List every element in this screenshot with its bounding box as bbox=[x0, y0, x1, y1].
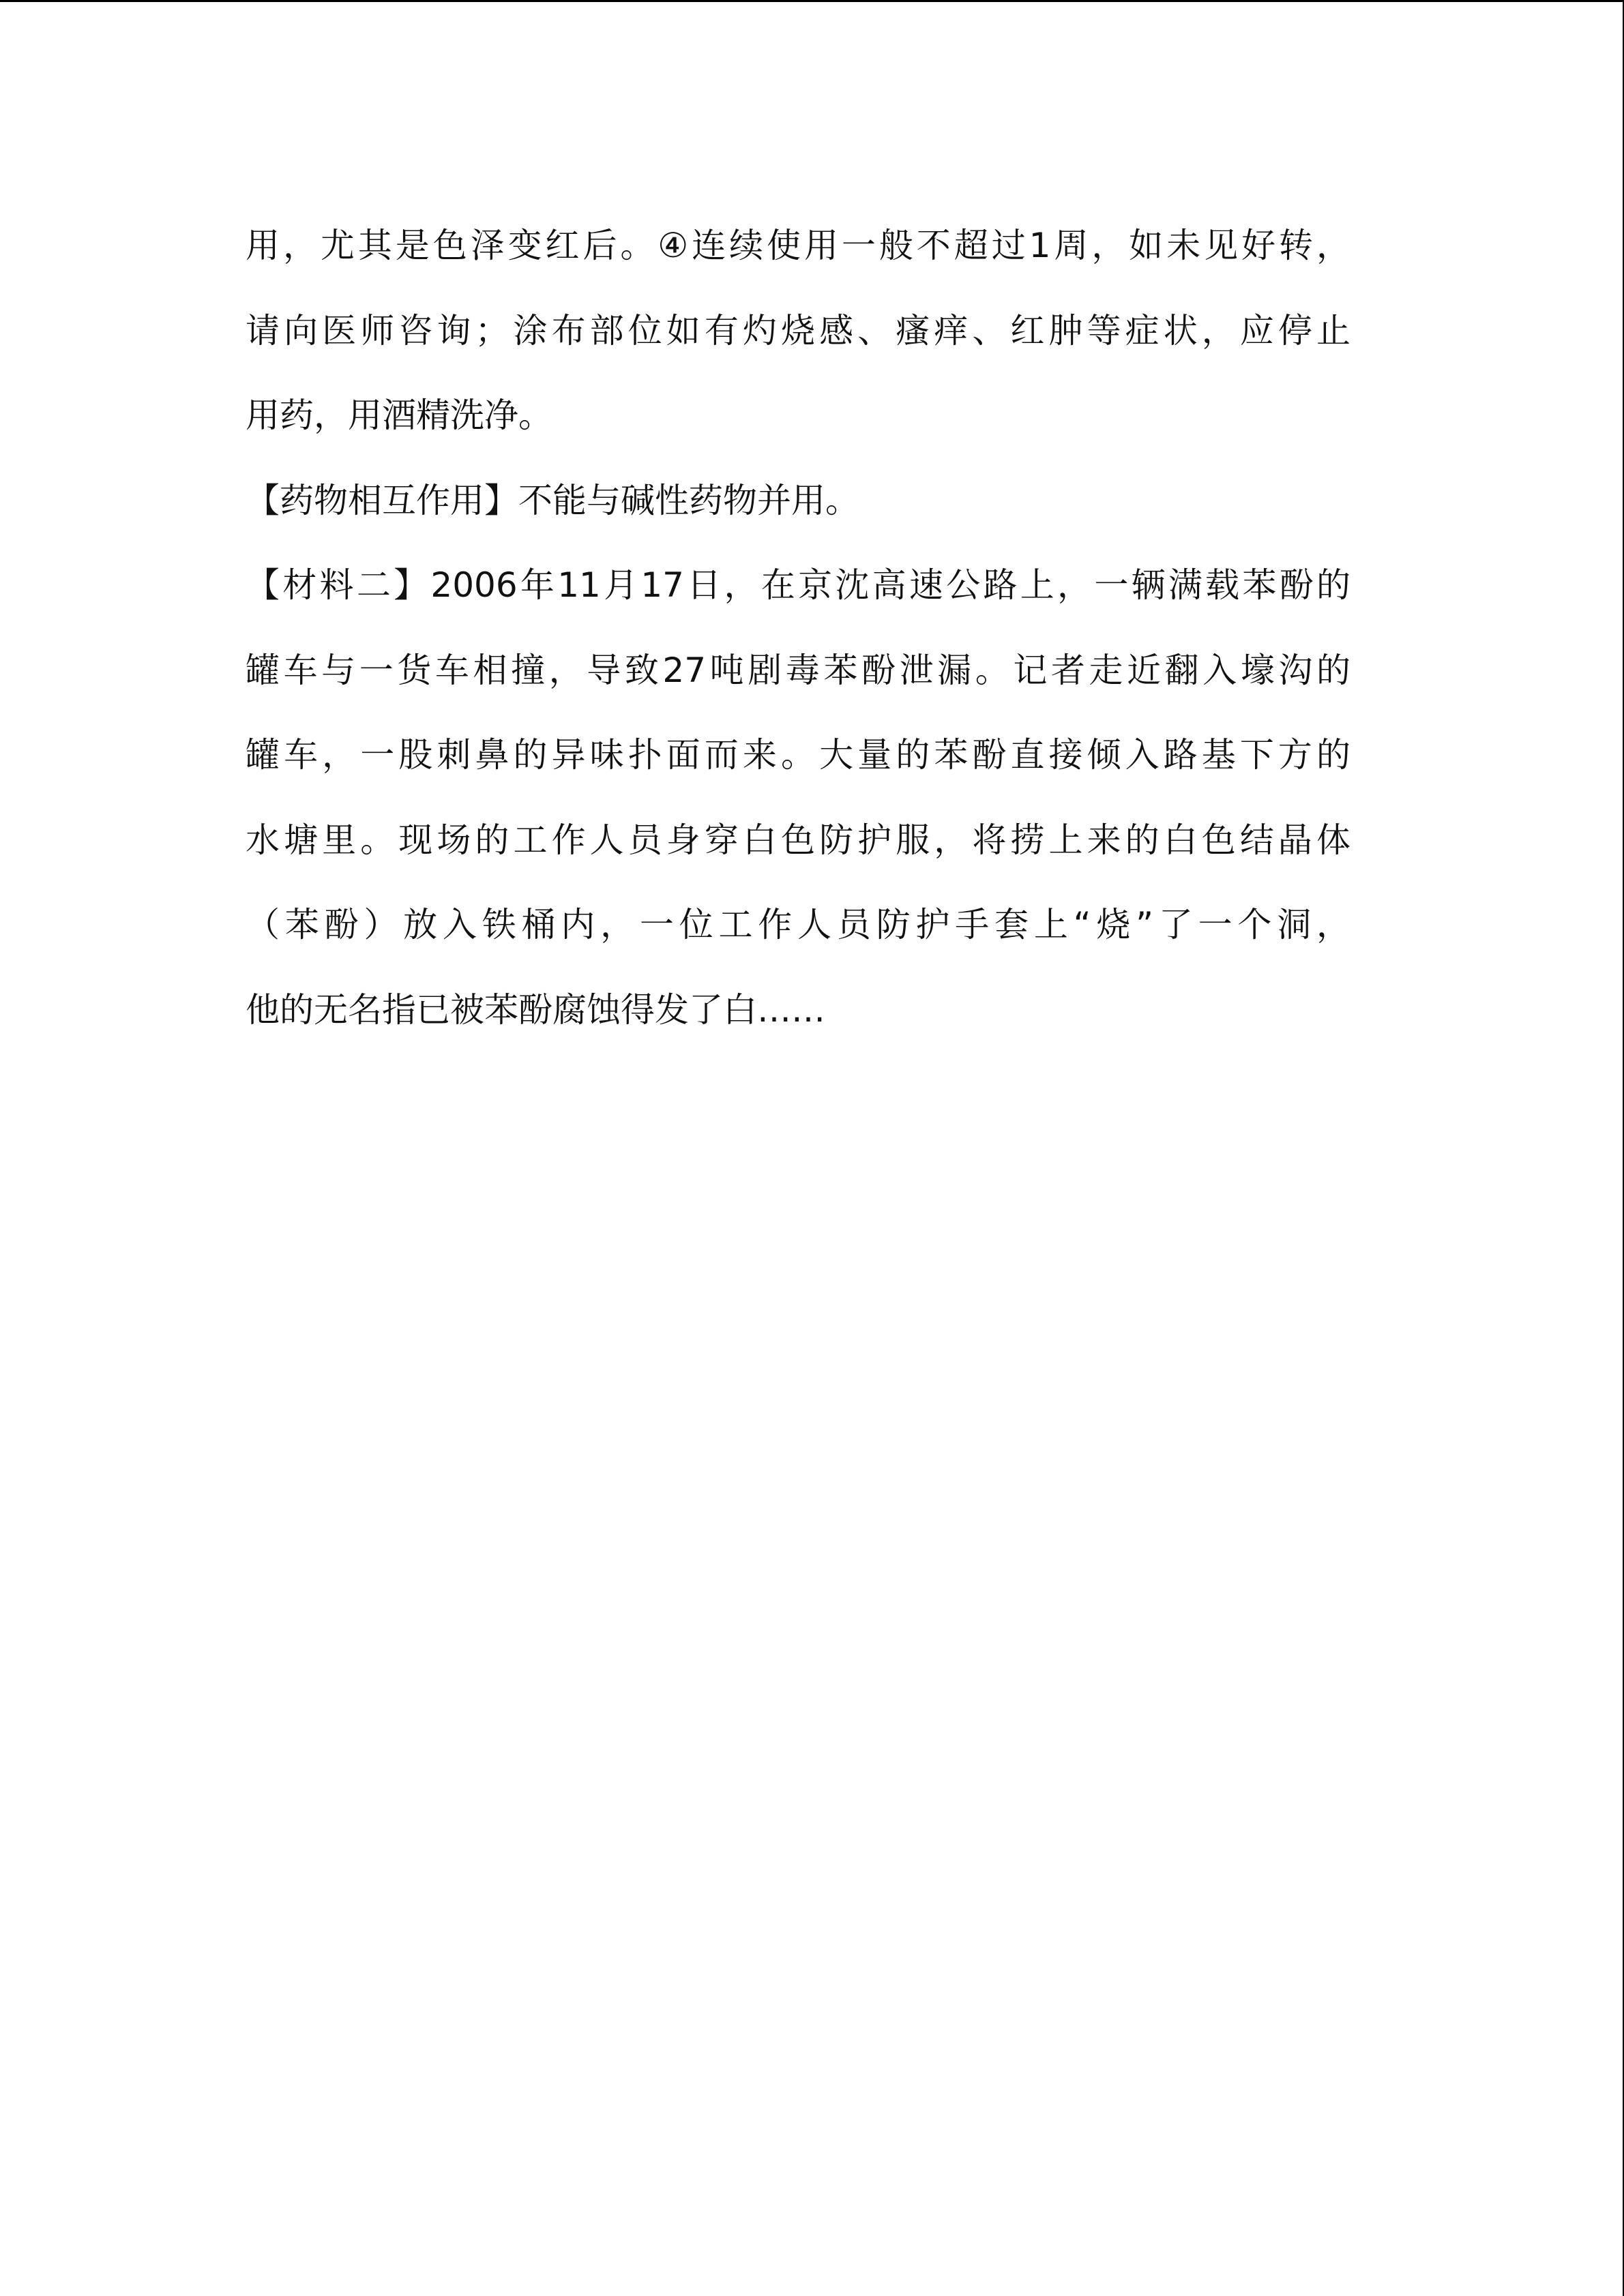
text-line-3: 用药，用酒精洗净。 bbox=[246, 396, 552, 435]
material-two-line-4: 水塘里。现场的工作人员身穿白色防护服，将捞上来的白色结晶体 bbox=[246, 820, 1350, 860]
material-two-line-2: 罐车与一货车相撞，导致27吨剧毒苯酚泄漏。记者走近翻入壕沟的 bbox=[246, 650, 1350, 690]
drug-interaction-line: 【药物相互作用】不能与碱性药物并用。 bbox=[246, 480, 859, 520]
material-two-line-3: 罐车，一股刺鼻的异味扑面而来。大量的苯酚直接倾入路基下方的 bbox=[246, 735, 1350, 775]
text-line-2: 请向医师咨询；涂布部位如有灼烧感、瘙痒、红肿等症状，应停止 bbox=[246, 310, 1350, 351]
text-line-1: 用，尤其是色泽变红后。④连续使用一般不超过1周，如未见好转， bbox=[246, 226, 1350, 265]
document-body bbox=[246, 203, 1350, 1052]
material-two-line-5: （苯酚）放入铁桶内，一位工作人员防护手套上“烧”了一个洞， bbox=[246, 905, 1350, 944]
material-two-line-1: 【材料二】2006年11月17日，在京沈高速公路上，一辆满载苯酚的 bbox=[246, 565, 1350, 605]
material-two-line-6: 他的无名指已被苯酚腐蚀得发了白…… bbox=[246, 989, 825, 1030]
